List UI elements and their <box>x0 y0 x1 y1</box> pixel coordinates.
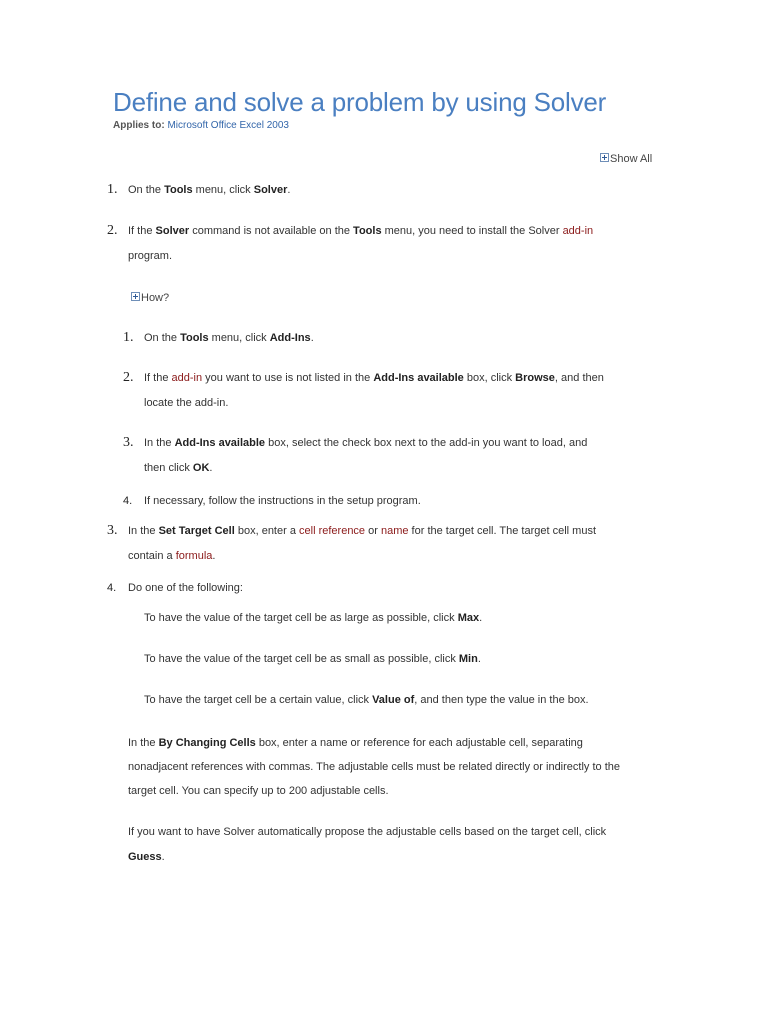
applies-to-value: Microsoft Office Excel 2003 <box>167 120 289 131</box>
add-in-link[interactable]: add-in <box>562 225 594 237</box>
applies-to-label: Applies to: <box>113 120 165 131</box>
step-number: 1. <box>107 182 118 197</box>
substep-3-text-line2: then click OK. <box>144 462 213 474</box>
step-number: 3. <box>107 523 118 538</box>
substep-2-text: If the add-in you want to use is not listed in the Add-Ins available box, click Browse, and then <box>144 372 604 384</box>
step-1-text: On the Tools menu, click Solver. <box>128 184 291 196</box>
step-number: 2. <box>107 223 118 238</box>
substep-number: 3. <box>123 435 134 450</box>
cell-reference-link[interactable]: cell reference <box>299 525 366 537</box>
step-3-text: In the Set Target Cell box, enter a cell reference or name for the target cell. The target cell must <box>128 525 596 537</box>
plus-box-icon <box>600 153 609 162</box>
applies-to <box>113 120 289 131</box>
option-min: To have the value of the target cell be as small as possible, click Min. <box>144 653 481 665</box>
add-in-link[interactable]: add-in <box>171 372 203 384</box>
guess-text-line2: Guess. <box>128 851 165 863</box>
substep-number: 1. <box>123 330 134 345</box>
step-4-text: Do one of the following: <box>128 582 243 594</box>
option-max: To have the value of the target cell be as large as possible, click Max. <box>144 612 483 624</box>
page-title: Define and solve a problem by using Solver <box>113 87 607 117</box>
substep-2-text-line2: locate the add-in. <box>144 397 229 409</box>
show-all-label: Show All <box>610 153 653 165</box>
changing-cells-text: In the By Changing Cells box, enter a name or reference for each adjustable cell, separating <box>128 737 583 749</box>
step-2-text-line2: program. <box>128 250 173 262</box>
step-3-text-line2: contain a formula. <box>128 550 216 562</box>
show-all-link[interactable] <box>600 153 652 165</box>
plus-box-icon <box>131 292 140 301</box>
changing-cells-text-line2: nonadjacent references with commas. The adjustable cells must be related directly or indirectly to the <box>128 761 620 773</box>
substep-3-text: In the Add-Ins available box, select the check box next to the add-in you want to load, and <box>144 437 588 449</box>
substep-number: 4. <box>123 495 133 507</box>
substep-number: 2. <box>123 370 134 385</box>
substep-1-text: On the Tools menu, click Add-Ins. <box>144 332 314 344</box>
substep-4-text: If necessary, follow the instructions in the setup program. <box>144 495 421 507</box>
option-value-of: To have the target cell be a certain value, click Value of, and then type the value in the box. <box>144 694 589 706</box>
name-link[interactable]: name <box>380 525 409 537</box>
step-number: 4. <box>107 582 117 594</box>
how-label: How? <box>141 292 170 304</box>
step-2-text: If the Solver command is not available on the Tools menu, you need to install the Solver add-in <box>128 225 594 237</box>
guess-text: If you want to have Solver automatically propose the adjustable cells based on the target cell, click <box>128 826 607 838</box>
how-toggle[interactable] <box>131 292 169 304</box>
formula-link[interactable]: formula <box>175 550 213 562</box>
changing-cells-text-line3: target cell. You can specify up to 200 adjustable cells. <box>128 785 389 797</box>
